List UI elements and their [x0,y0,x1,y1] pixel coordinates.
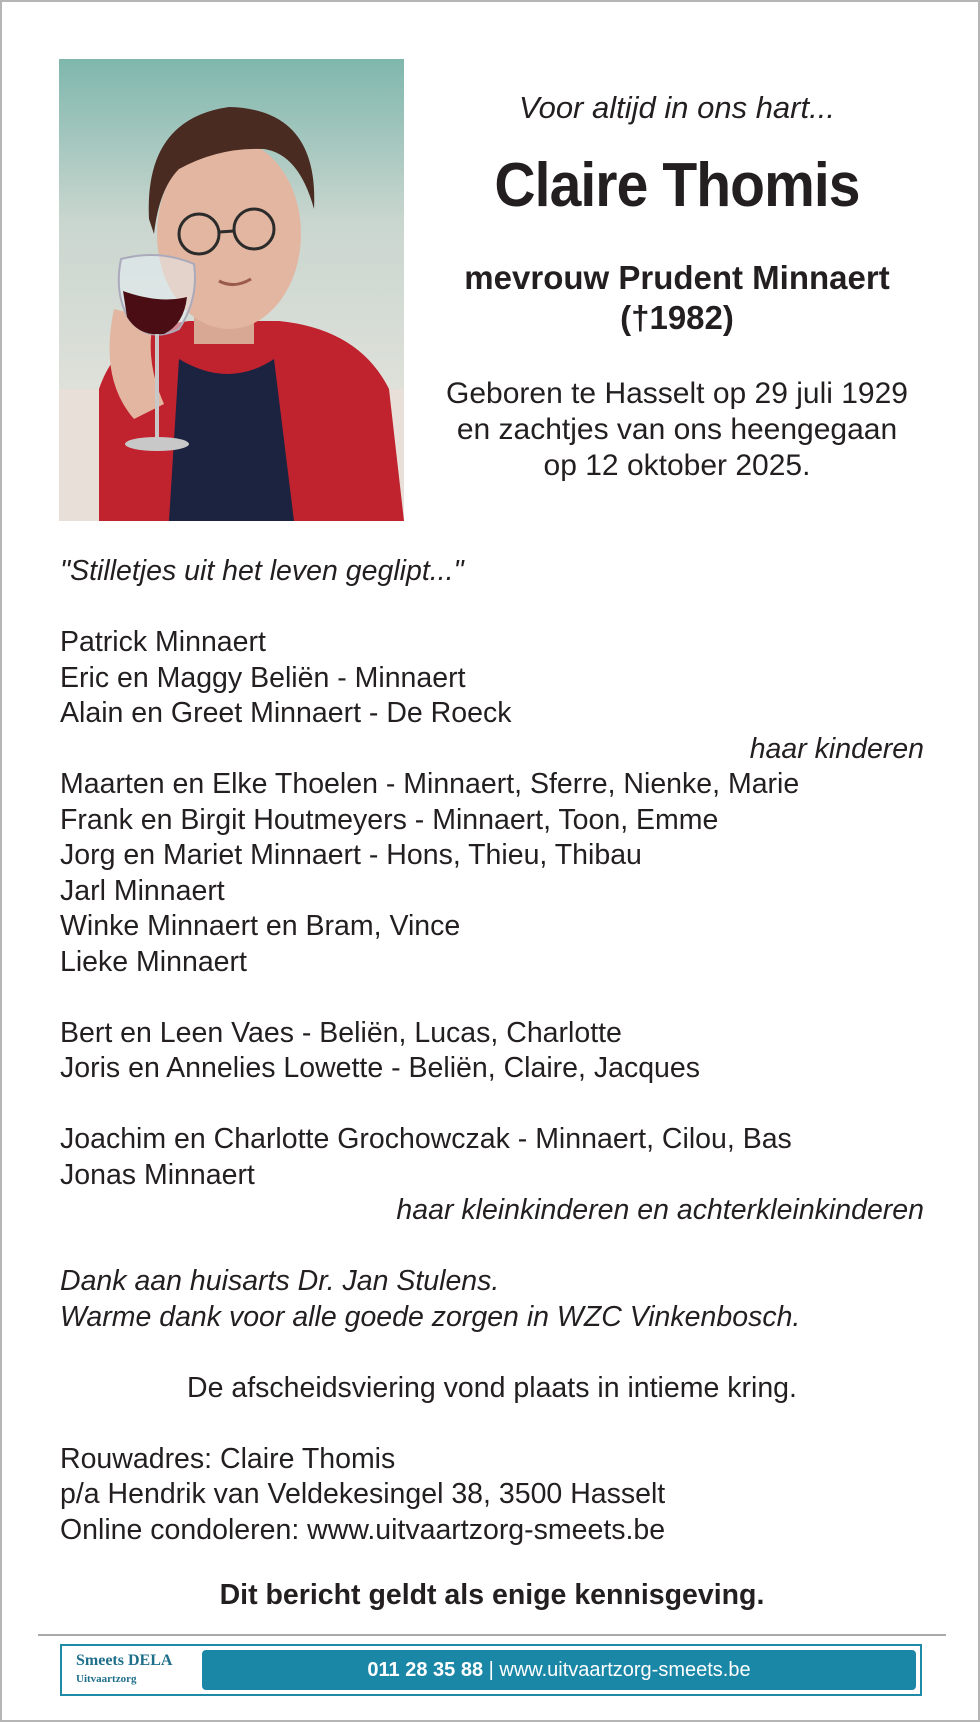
portrait-photo [59,59,404,521]
grandchildren-label: haar kleinkinderen en achterkleinkinderen [396,1194,924,1226]
quote: "Stilletjes uit het leven geglipt..." [60,555,464,587]
thanks-care-home: Warme dank voor alle goede zorgen in WZC Vinkenbosch. [60,1300,801,1333]
children-label: haar kinderen [749,732,924,765]
grandchild-line: Winke Minnaert en Bram, Vince [60,910,461,942]
grandchild-line: Jorg en Mariet Minnaert - Hons, Thieu, Thibau [60,839,642,871]
funeral-home-logo [76,1652,172,1685]
grandchild-line: Jarl Minnaert [60,874,225,907]
separator: | [483,1659,500,1681]
grandchild-line: Joris en Annelies Lowette - Beliën, Claire, Jacques [60,1052,701,1084]
contact-bar [202,1650,916,1690]
grandchild-line: Lieke Minnaert [60,945,247,978]
portrait-illustration [59,59,404,521]
spouse-death-year: (†1982) [620,299,734,336]
official-notice: Dit bericht geldt als enige kennisgeving. [219,1579,765,1611]
birth-line: Geboren te Hasselt op 29 juli 1929 [446,377,908,410]
spouse-info [412,258,942,338]
deceased-name: Claire Thomis [494,151,860,220]
child-name: Eric en Maggy Beliën - Minnaert [60,661,466,694]
grandchild-line: Frank en Birgit Houtmeyers - Minnaert, Toon, Emme [60,803,719,836]
logo-subtitle: Uitvaartzorg [76,1673,137,1685]
child-name: Patrick Minnaert [60,626,266,658]
death-date-line: op 12 oktober 2025. [543,449,811,482]
grandchild-line: Joachim en Charlotte Grochowczak - Minnaert, Cilou, Bas [60,1123,792,1155]
funeral-home-footer [60,1644,922,1696]
logo-name: Smeets DELA [76,1652,173,1669]
website-link[interactable]: www.uitvaartzorg-smeets.be [499,1659,751,1681]
phone-number: 011 28 35 88 [367,1659,484,1681]
thanks-doctor: Dank aan huisarts Dr. Jan Stulens. [60,1265,500,1297]
grandchild-line: Bert en Leen Vaes - Beliën, Lucas, Charlotte [60,1016,622,1049]
child-name: Alain en Greet Minnaert - De Roeck [60,697,512,729]
divider [38,1634,946,1636]
grandchild-line: Jonas Minnaert [60,1158,255,1191]
mourning-address-street: p/a Hendrik van Veldekesingel 38, 3500 Hasselt [60,1478,666,1510]
mourning-address-name: Rouwadres: Claire Thomis [60,1442,396,1475]
ceremony-notice: De afscheidsviering vond plaats in intieme kring. [187,1371,797,1404]
birth-death-info [412,376,942,484]
passing-line: en zachtjes van ons heengegaan [456,413,898,446]
tagline: Voor altijd in ons hart... [519,90,835,125]
online-condolences: Online condoleren: www.uitvaartzorg-smeets.be [60,1513,666,1546]
spouse-name: mevrouw Prudent Minnaert [464,259,890,296]
obituary-body [60,554,924,1614]
grandchild-line: Maarten en Elke Thoelen - Minnaert, Sferre, Nienke, Marie [60,768,800,800]
